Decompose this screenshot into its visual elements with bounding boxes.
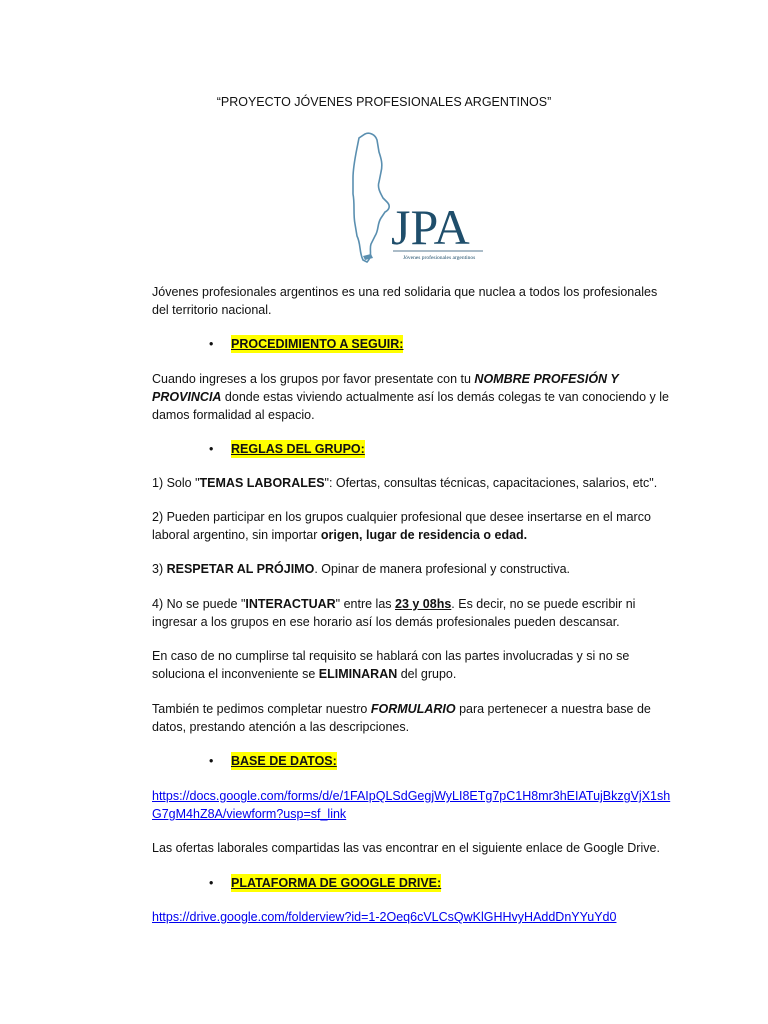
drive-link[interactable]: https://drive.google.com/folderview?id=1-2Oeq6cVLCsQwKlGHHvyHAddDnYYuYd0: [152, 910, 617, 924]
ofertas-paragraph: Las ofertas laborales compartidas las vas encontrar en el siguiente enlace de Google Drive.: [152, 841, 660, 855]
logo-letters: JPA: [391, 199, 470, 255]
heading-base: BASE DE DATOS:: [231, 754, 337, 768]
logo-subtitle: Jóvenes profesionales argentinos: [403, 255, 476, 261]
map-islands: [363, 254, 373, 260]
argentina-map-outline: [353, 133, 389, 262]
procedimiento-paragraph: [152, 370, 672, 424]
bullet-dot: •: [209, 876, 214, 890]
bullet-dot: •: [209, 754, 214, 768]
heading-procedimiento: PROCEDIMIENTO A SEGUIR:: [231, 337, 404, 351]
jpa-logo: [343, 128, 491, 272]
caso-paragraph: En caso de no cumplirse tal requisito se hablará con las partes involucradas y si no se soluciona el inconveniente se ELIMINARAN del grupo.: [152, 649, 630, 681]
rule-4-hours: 23 y 08hs: [395, 597, 452, 611]
rule-1-bold: TEMAS LABORALES: [199, 476, 325, 490]
rule-2-bold: origen, lugar de residencia o edad.: [320, 528, 528, 542]
bullet-dot: •: [209, 337, 214, 351]
procedimiento-text-1: Cuando ingreses a los grupos por favor presentate con tu: [152, 372, 475, 386]
rule-4: 4) No se puede "INTERACTUAR" entre las 23 y 08hs. Es decir, no se puede escribir ni ingresar a los grupos en ese horario así los demás profesionales pueden descansar.: [152, 597, 636, 629]
formulario-bold: FORMULARIO: [370, 702, 456, 716]
formulario-paragraph: También te pedimos completar nuestro FORMULARIO para pertenecer a nuestra base de datos, prestando atención a las descripciones.: [152, 702, 651, 734]
heading-plataforma: PLATAFORMA DE GOOGLE DRIVE:: [231, 876, 442, 890]
rule-3: 3) RESPETAR AL PRÓJIMO. Opinar de manera profesional y constructiva.: [152, 562, 570, 576]
rule-2: 2) Pueden participar en los grupos cualquier profesional que desee insertarse en el marco laboral argentino, sin importar origen, lugar de residencia o edad.: [152, 510, 651, 542]
bullet-dot: •: [209, 442, 214, 456]
rule-3-bold: RESPETAR AL PRÓJIMO: [166, 562, 315, 576]
form-link[interactable]: https://docs.google.com/forms/d/e/1FAIpQLSdGegjWyLI8ETg7pC1H8mr3hEIATujBkzgVjX1shG7gM4hZ8A/viewform?usp=sf_link: [152, 789, 671, 821]
caso-bold: ELIMINARAN: [318, 667, 398, 681]
intro-paragraph: Jóvenes profesionales argentinos es una red solidaria que nuclea a todos los profesionales del territorio nacional.: [152, 285, 658, 317]
procedimiento-text-2: donde estas viviendo actualmente así los demás colegas te van conociendo y le damos formalidad al espacio.: [152, 390, 669, 422]
rule-4-bold: INTERACTUAR: [245, 597, 336, 611]
rule-1: 1) Solo "TEMAS LABORALES": Ofertas, consultas técnicas, capacitaciones, salarios, etc".: [152, 476, 658, 490]
page-title: “PROYECTO JÓVENES PROFESIONALES ARGENTINOS”: [216, 95, 552, 109]
procedimiento-bold: NOMBRE PROFESIÓN Y PROVINCIA: [152, 372, 619, 404]
heading-reglas: REGLAS DEL GRUPO:: [231, 442, 365, 456]
